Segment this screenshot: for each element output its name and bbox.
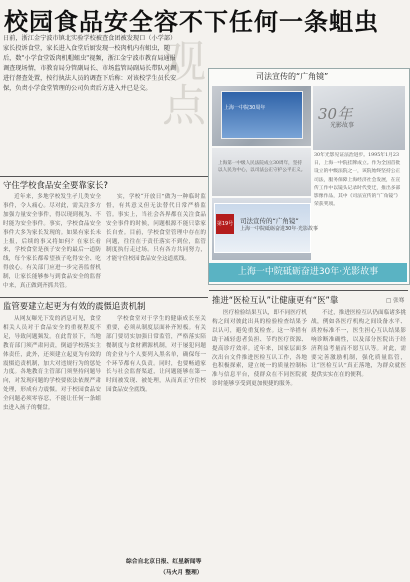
watermark-guandian: 观点 [154, 38, 205, 126]
section-divider [0, 297, 208, 298]
document-text: 上海第一中级人民法院成立30周年，坚持以人民为中心，以司法公正守护公平正义。 [218, 161, 306, 173]
exhibition-title: 司法宣传的“广角镜” [240, 217, 299, 225]
intro-paragraph: 日前，浙江金宁波市镇北实验学校被查食团被发现口（小学部）家长投诉食堂，家长进入食堂后厨发现一校肉机内有蛆虫，随后，数"小学食堂饭肉机帽蛆虫"视频，浙江金宁波市教育局通报调查现场情，市教育局分管副局长、市场监管局副局长带队对调进行督查处置，按行执法人员的调查下后称：对该校学生员长安保，负责小学食堂管理的公司负责后方进入并已是交。 [3, 35, 177, 92]
section-title-parents: 守住学校食品安全要靠家长? [3, 180, 108, 190]
exhibition-subtitle: 上海一中院砥砺奋进30年·光影故事 [240, 226, 318, 232]
photo-30-label: 30年 [318, 105, 353, 123]
section-column-1: 近年来，多地学校发生孑儿类安全事件，令人痛心。尽对此，需关注多方加强力量安全事件，得以现到视为、不时能为安全事件。事实，学校食品安全事件大多为家长发现的。如果有家长未上报，后续的事又将如何？在家长看来，学校食堂是孩子安全的最后一道防线，每个家长都希望孩子吃得安全、吃得放心。有关部门应进一步完善监督机制，让家长能够参与到食品安全的监督中来，真正做到齐抓共管。 [3, 194, 101, 290]
section-column-1: 从网友曝光下发的消息可见，食堂相关人员对于食品安全的重视程度不足，导致问题频发。在此背景下，当地教育部门须严肃问责，倒逼学校落实主体责任，此外，还须建立起更为有效的震慑追责机制，加大对违规行为的惩处力度。各地教育主管部门须坚持问题导向，对发现问题的学校要依法依规严肃处理，形成有力震慑。对于校园食品安全问题必须零容忍，不能让任何一条蛆虫进入孩子的餐盘。 [3, 316, 101, 412]
source-credit: 综合自北京日报、红星新闻等 [126, 559, 202, 565]
section-column-2: 学校食堂对于学生的健康成长至关重要，必须从制度层面补齐短板。有关部门要切实加强日常监管，严格落实陪餐制度与食材溯源机制，对于屡犯问题的企业与个人要列入黑名单，确保每一个环节都有人负责。同时，也要畅通家长与社会监督渠道，让问题能够在第一时间被发现、被处理，从而真正守住校园食品安全底线。 [106, 316, 206, 394]
screen-caption: 上海一中院30周年 [224, 105, 266, 111]
section-title-regulation: 监管要建立起更为有效的震慑追责机制 [3, 301, 146, 311]
photo-screen [221, 91, 303, 139]
year-badge: 第19号 [216, 214, 234, 234]
photo-caption: 光影故事 [330, 122, 355, 129]
ad-banner: 上海一中院砥砺奋进30年·光影故事 [209, 263, 407, 282]
section-column-2: 实，学校“开放日”做为一种临时监督，有其意义但无法替代日常严格监管。事实上，当社会各界都在关注食品安全事件的时候，问题根源不能只靠家长自查。目前，学校食堂管理中存在的问题，往往在于责任落实不到位，监管制度执行走过场。只有各方共同努力，才能守住校园食品安全这道底线。 [106, 194, 206, 263]
editor-credit: （马火月 整理） [160, 570, 203, 576]
ad-column-text: 30年光影见证法治进步。1995年1月23日，上海一中院挂牌成立。作为全国首批设立的中级法院之一，该院始终坚持公正司法，服务保障上海经济社会发展，在宣传工作中以镜头记录时代变迁，推出多部影像作品，其中《司法宣传的“广角镜”》荣获奖项。 [314, 153, 401, 208]
ad-title: 司法宣传的“广角镜” [256, 72, 329, 81]
author-byline: □ 张骞 [386, 298, 405, 304]
section-divider [209, 290, 408, 291]
section-column-2: 不过，推进医检互认仍面临诸多挑战，例如各医疗机构之间设备水平、质控标准不一，医生担心互认结果影响诊断准确性，以及部分医院出于经济利益考量而不愿互认等。对此，需要完善激励机制，强化质量监管，让“医检互认”真正落地，为群众就医提供实实在在的便利。 [311, 310, 406, 379]
page-headline: 校园食品安全容不下任何一条蛆虫 [4, 8, 379, 36]
section-divider [0, 176, 208, 177]
section-title-health: 推进“医检互认”让健康更有“医”靠 [212, 295, 339, 305]
section-column-1: 医疗检验结果互认，即不同医疗机构之间对彼此出具的检验检查结果予以认可，避免重复检查。这一举措有助于减轻患者负担、节约医疗资源、提高诊疗效率。近年来，国家层面多次出台文件推进医检互认工作，各地也积极探索，建立统一的质量控制标准与信息平台，使群众在不同医院就诊时能够享受到更加便捷的服务。 [212, 310, 307, 388]
